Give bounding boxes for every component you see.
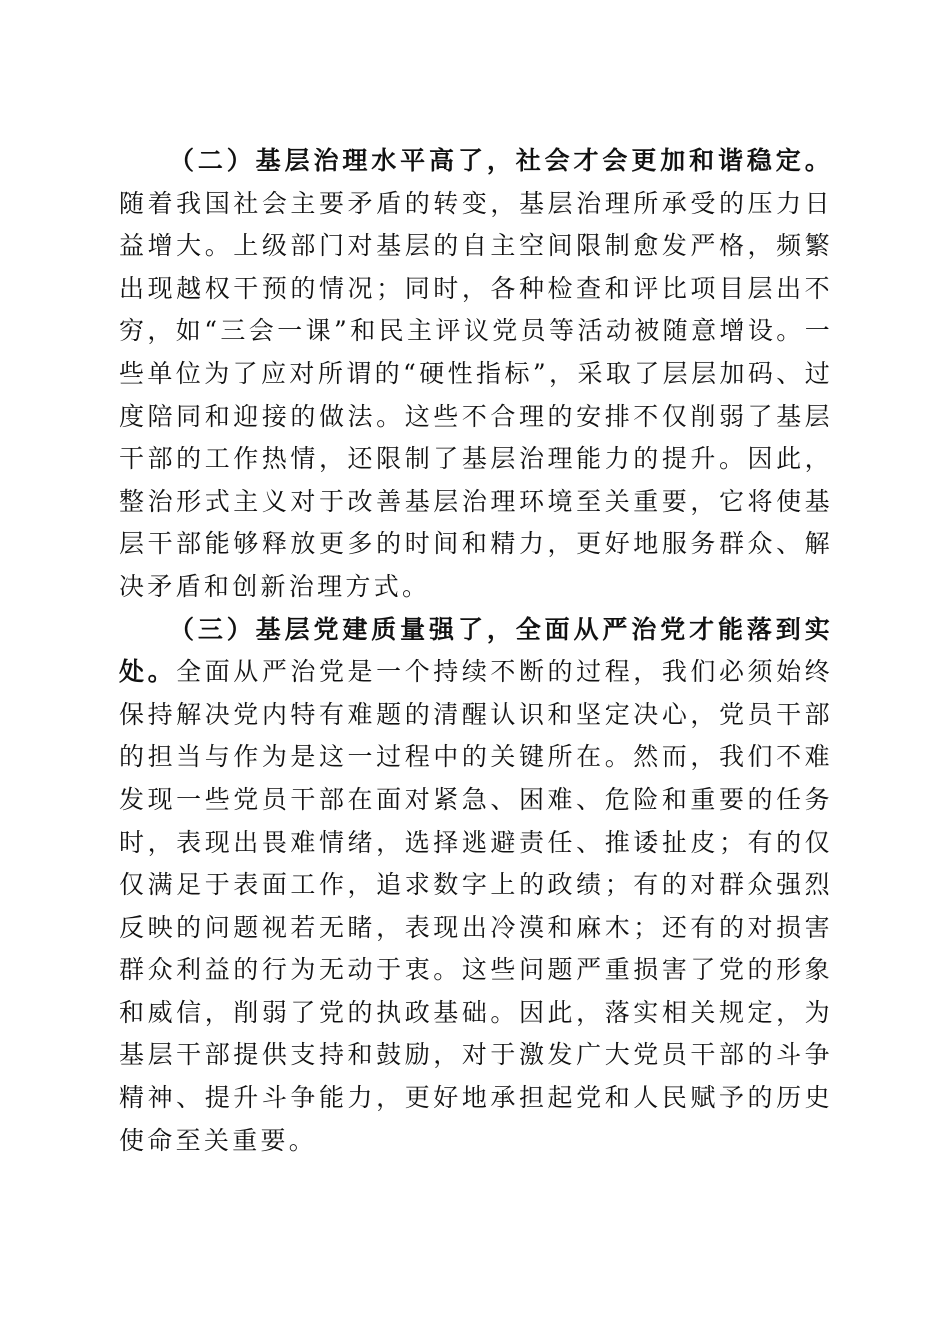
document-body	[119, 140, 833, 1162]
paragraph-3-text: 全面从严治党是一个持续不断的过程，我们必须始终保持解决党内特有难题的清醒认识和坚定决心，党员干部的担当与作为是这一过程中的关键所在。然而，我们不难发现一些党员干部在面对紧急、困难、危险和重要的任务时，表现出畏难情绪，选择逃避责任、推诿扯皮；有的仅仅满足于表面工作，追求数字上的政绩；有的对群众强烈反映的问题视若无睹，表现出冷漠和麻木；还有的对损害群众利益的行为无动于衷。这些问题严重损害了党的形象和威信，削弱了党的执政基础。因此，落实相关规定，为基层干部提供支持和鼓励，对于激发广大党员干部的斗争精神、提升斗争能力，更好地承担起党和人民赋予的历史使命至关重要。	[119, 657, 833, 1155]
paragraph-2-heading: （二）基层治理水平高了，社会才会更加和谐稳定。	[169, 146, 833, 175]
paragraph-3	[119, 609, 833, 1163]
paragraph-3-heading: （三）基层党建质量强了，全面从严治党才能落到实处。	[119, 614, 833, 687]
paragraph-2	[119, 140, 833, 609]
paragraph-2-text: 随着我国社会主要矛盾的转变，基层治理所承受的压力日益增大。上级部门对基层的自主空间限制愈发严格，频繁出现越权干预的情况；同时，各种检查和评比项目层出不穷，如“三会一课”和民主评议党员等活动被随意增设。一些单位为了应对所谓的“硬性指标”，采取了层层加码、过度陪同和迎接的做法。这些不合理的安排不仅削弱了基层干部的工作热情，还限制了基层治理能力的提升。因此，整治形式主义对于改善基层治理环境至关重要，它将使基层干部能够释放更多的时间和精力，更好地服务群众、解决矛盾和创新治理方式。	[119, 188, 833, 601]
